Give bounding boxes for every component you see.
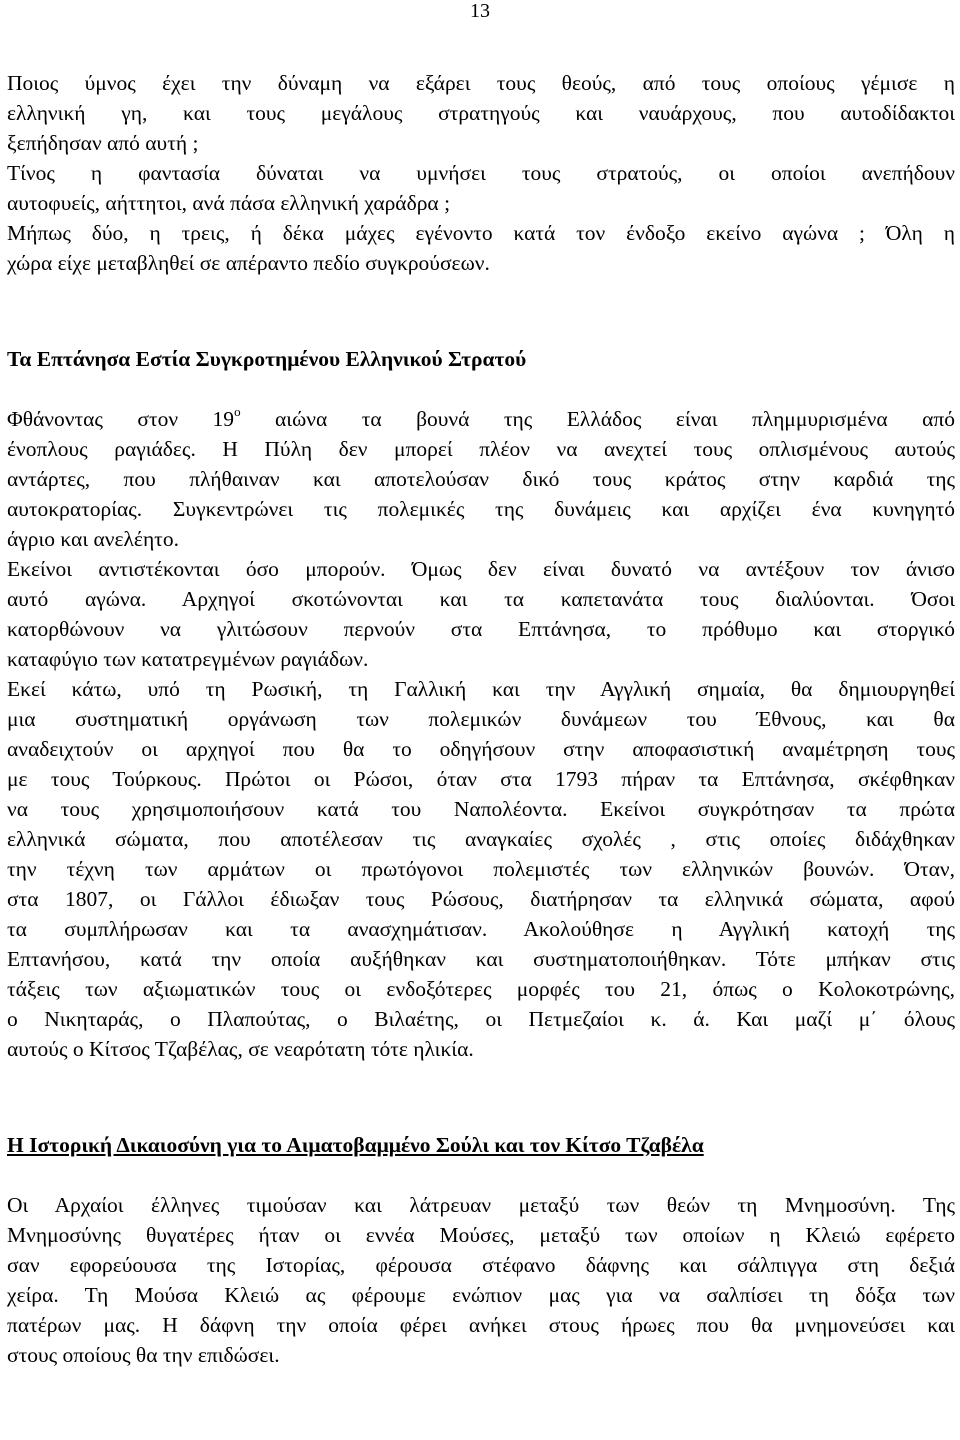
- text-line: Εκεί κάτω, υπό τη Ρωσική, τη Γαλλική και την Αγγλική σημαία, θα δημιουργηθεί: [7, 677, 955, 701]
- text-line: κατορθώνουν να γλιτώσουν περνούν στα Επτάνησα, το πρόθυμο και στοργικό: [7, 617, 955, 641]
- text-line: να τους χρησιμοποιήσουν κατά του Ναπολέοντα. Εκείνοι συγκρότησαν τα πρώτα: [7, 797, 955, 821]
- text-line: χώρα είχε μεταβληθεί σε απέραντο πεδίο συγκρούσεων.: [7, 251, 490, 275]
- spacer: [7, 1064, 955, 1100]
- spacer: [7, 1100, 955, 1130]
- spacer: [7, 278, 955, 314]
- spacer: [7, 1160, 955, 1190]
- text-line: Οι Αρχαίοι έλληνες τιμούσαν και λάτρευαν μεταξύ των θεών τη Μνημοσύνη. Της: [7, 1193, 955, 1217]
- text-line: αυτοκρατορίας. Συγκεντρώνει τις πολεμικές της δυνάμεις και αρχίζει ένα κυνηγητό: [7, 497, 955, 521]
- text-line: άγριο και ανελέητο.: [7, 527, 179, 551]
- text-line: στα 1807, οι Γάλλοι έδιωξαν τους Ρώσους, διατήρησαν τα ελληνικά σώματα, αφού: [7, 887, 955, 911]
- text-line: με τους Τούρκους. Πρώτοι οι Ρώσοι, όταν στα 1793 πήραν τα Επτάνησα, σκέφθηκαν: [7, 767, 955, 791]
- text-line: ελληνική γη, και τους μεγάλους στρατηγούς και ναυάρχους, που αυτοδίδακτοι: [7, 101, 955, 125]
- ordinal-superscript: ο: [234, 404, 241, 419]
- paragraph-intro: [7, 68, 955, 278]
- text-line: στους οποίους θα την επιδώσει.: [7, 1343, 280, 1367]
- paragraph-mnemosyne: [7, 1190, 955, 1370]
- text-line: Ποιος ύμνος έχει την δύναμη να εξάρει τους θεούς, από τους οποίους γέμισε η: [7, 71, 955, 95]
- document-body: [7, 68, 955, 1370]
- text-line: αυτούς ο Κίτσος Τζαβέλας, σε νεαρότατη τότε ηλικία.: [7, 1037, 474, 1061]
- spacer: [7, 374, 955, 404]
- text-line: αυτό αγώνα. Αρχηγοί σκοτώνονται και τα καπετανάτα τους διαλύονται. Όσοι: [7, 587, 955, 611]
- paragraph-ionian: [7, 404, 955, 1064]
- text-line: αναδειχτούν οι αρχηγοί που θα το οδηγήσουν στην αποφασιστική αναμέτρηση τους: [7, 737, 955, 761]
- text-line: ο Νικηταράς, ο Πλαπούτας, ο Βιλαέτης, οι Πετμεζαίοι κ. ά. Και μαζί μ΄ όλους: [7, 1007, 955, 1031]
- section-heading-souli: Η Ιστορική Δικαιοσύνη για το Αιματοβαμμένο Σούλι και τον Κίτσο Τζαβέλα: [7, 1133, 704, 1157]
- text-line: χείρα. Τη Μούσα Κλειώ ας φέρουμε ενώπιον μας για να σαλπίσει τη δόξα των: [7, 1283, 955, 1307]
- text-line: Μνημοσύνης θυγατέρες ήταν οι εννέα Μούσες, μεταξύ των οποίων η Κλειώ εφέρετο: [7, 1223, 955, 1247]
- text-line: καταφύγιο των κατατρεγμένων ραγιάδων.: [7, 647, 369, 671]
- text-line: αυτοφυείς, αήττητοι, ανά πάσα ελληνική χαράδρα ;: [7, 191, 451, 215]
- text-line: αντάρτες, που πλήθαιναν και αποτελούσαν δικό τους κράτος στην καρδιά της: [7, 467, 955, 491]
- text-line: μια συστηματική οργάνωση των πολεμικών δυνάμεων του Έθνους, και θα: [7, 707, 955, 731]
- text-line: τα συμπλήρωσαν και τα ανασχημάτισαν. Ακολούθησε η Αγγλική κατοχή της: [7, 917, 955, 941]
- text-line: την τέχνη των αρμάτων οι πρωτόγονοι πολεμιστές των ελληνικών βουνών. Όταν,: [7, 857, 955, 881]
- text-line: Τίνος η φαντασία δύναται να υμνήσει τους στρατούς, οι οποίοι ανεπήδουν: [7, 161, 955, 185]
- spacer: [7, 314, 955, 344]
- section-heading-ionian: Τα Επτάνησα Εστία Συγκροτημένου Ελληνικού Στρατού: [7, 347, 527, 371]
- text-line: τάξεις των αξιωματικών τους οι ενδοξότερες μορφές του 21, όπως ο Κολοκοτρώνης,: [7, 977, 955, 1001]
- text-line: Επτανήσου, κατά την οποία αυξήθηκαν και συστηματοποιήθηκαν. Τότε μπήκαν στις: [7, 947, 955, 971]
- text-line: πατέρων μας. Η δάφνη την οποία φέρει ανήκει στους ήρωες που θα μνημονεύσει και: [7, 1313, 955, 1337]
- text-line: ξεπήδησαν από αυτή ;: [7, 131, 199, 155]
- text-fragment: Φθάνοντας στον 19: [7, 407, 235, 431]
- text-line: σαν εφορεύουσα της Ιστορίας, φέρουσα στέφανο δάφνης και σάλπιγγα στη δεξιά: [7, 1253, 955, 1277]
- text-line: [7, 404, 955, 434]
- text-line: Εκείνοι αντιστέκονται όσο μπορούν. Όμως δεν είναι δυνατό να αντέξουν τον άνισο: [7, 557, 955, 581]
- text-line: ένοπλους ραγιάδες. Η Πύλη δεν μπορεί πλέον να ανεχτεί τους οπλισμένους αυτούς: [7, 437, 955, 461]
- text-line: ελληνικά σώματα, που αποτέλεσαν τις αναγκαίες σχολές , στις οποίες διδάχθηκαν: [7, 827, 955, 851]
- page-number: 13: [470, 0, 490, 22]
- text-fragment: αιώνα τα βουνά της Ελλάδος είναι πλημμυρισμένα από: [240, 407, 955, 431]
- text-line: Μήπως δύο, η τρεις, ή δέκα μάχες εγένοντο κατά τον ένδοξο εκείνο αγώνα ; Όλη η: [7, 221, 955, 245]
